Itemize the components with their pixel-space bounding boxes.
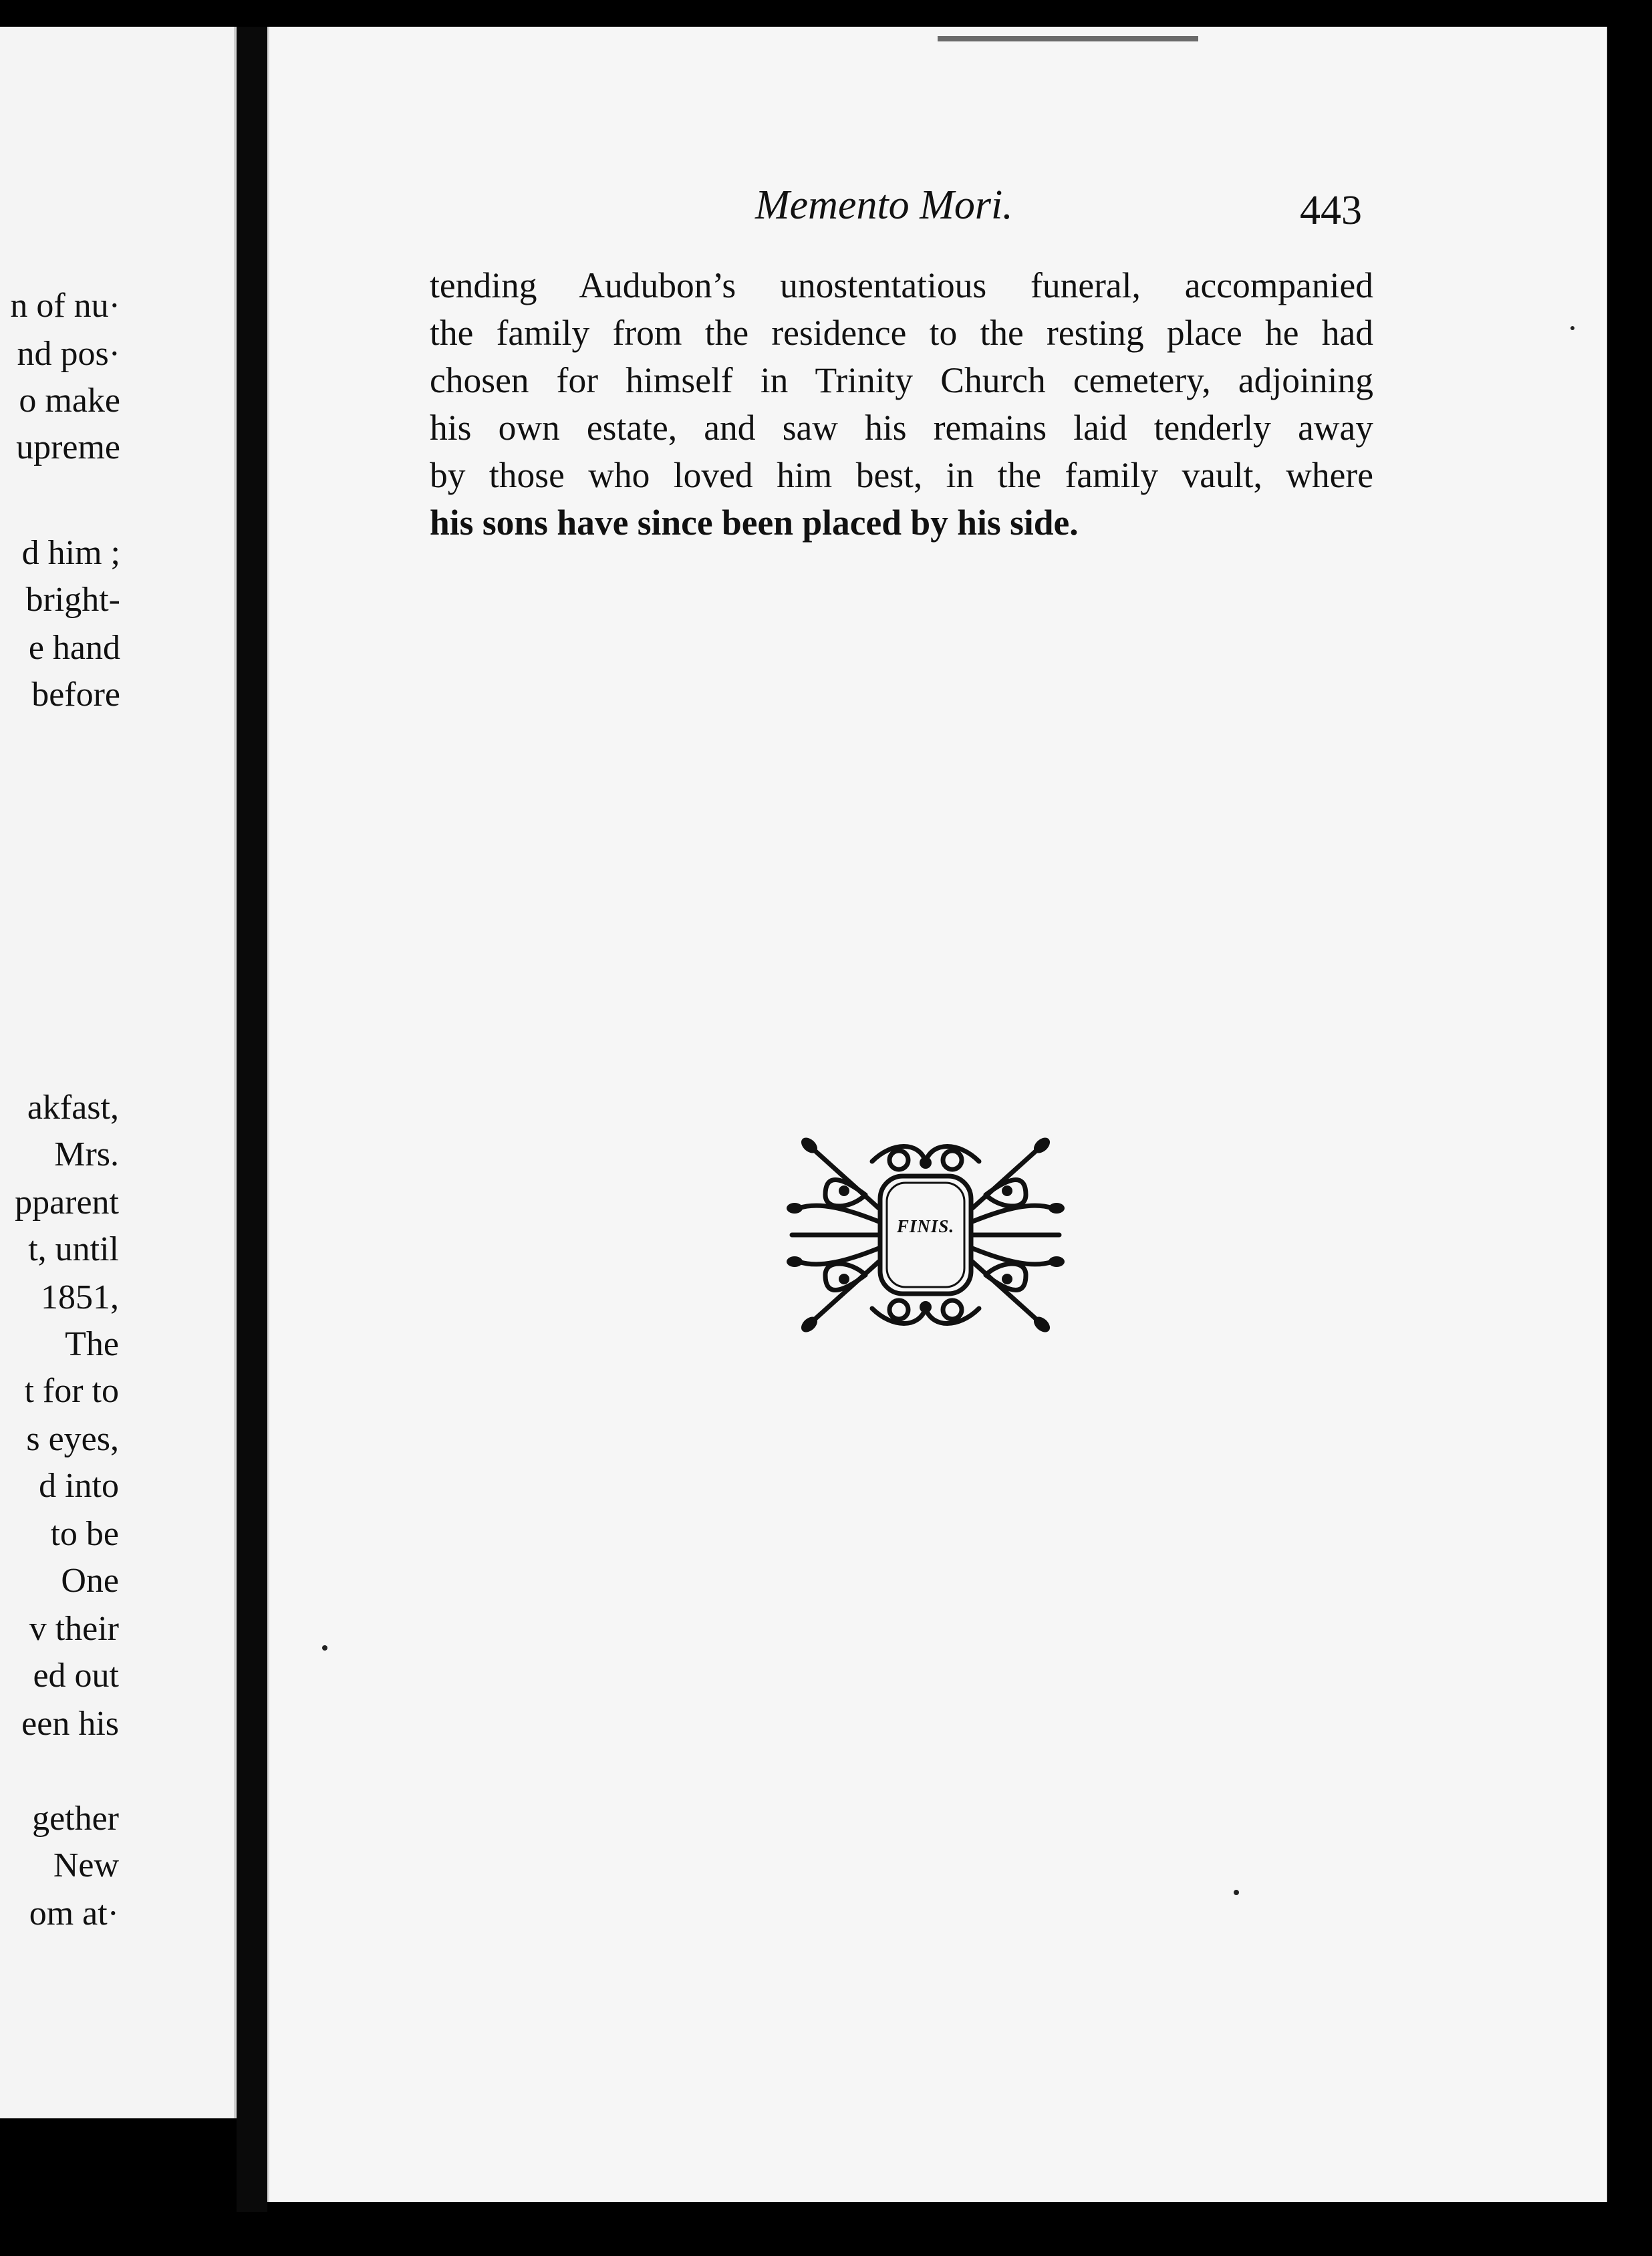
left-line: d him ; (21, 534, 120, 572)
scan-speck (322, 1645, 327, 1651)
left-line: n of nu· (10, 287, 120, 325)
left-line: o make (19, 382, 120, 420)
left-line: d into (39, 1467, 119, 1505)
page-number: 443 (1300, 188, 1362, 233)
text-line: tending Audubon’s unostentatious funeral, accompanied (430, 265, 1373, 305)
left-line: t for to (24, 1372, 119, 1410)
left-line: s eyes, (26, 1420, 119, 1458)
text-line: chosen for himself in Trinity Church cemetery, adjoining (430, 360, 1373, 400)
text-line: the family from the residence to the resting place he had (430, 313, 1373, 353)
text-line: by those who loved him best, in the family vault, where (430, 455, 1373, 495)
running-head: Memento Mori. (755, 182, 1013, 228)
left-line: e hand (28, 629, 120, 667)
left-line: One (61, 1562, 119, 1600)
left-line: om at· (29, 1894, 119, 1933)
scan-speck (1570, 326, 1574, 330)
text-line: his own estate, and saw his remains laid tenderly away (430, 408, 1373, 448)
left-line: akfast, (27, 1089, 119, 1127)
left-line: pparent (15, 1183, 119, 1222)
left-line: v their (29, 1610, 119, 1648)
finis-ornament (785, 1135, 1066, 1335)
left-line: to be (50, 1515, 119, 1553)
left-line: New (53, 1846, 119, 1884)
text-line: his sons have since been placed by his side. (430, 503, 1079, 543)
previous-page (0, 27, 237, 2118)
left-line: een his (21, 1705, 119, 1743)
left-line: nd pos· (17, 335, 120, 373)
book-gutter (237, 27, 267, 2212)
body-text (430, 262, 1373, 547)
scan-speck (1234, 1890, 1239, 1895)
left-line: upreme (16, 428, 120, 466)
left-line: ed out (33, 1657, 119, 1695)
scan-edge-mark (938, 36, 1198, 41)
left-line: t, until (28, 1230, 119, 1268)
left-line: before (31, 676, 120, 714)
left-line: The (65, 1325, 119, 1363)
left-line: Mrs. (54, 1135, 119, 1173)
left-line: bright- (25, 581, 120, 619)
finis-label: FINIS. (896, 1216, 955, 1236)
left-line: gether (32, 1800, 119, 1838)
left-line: 1851, (41, 1278, 119, 1316)
